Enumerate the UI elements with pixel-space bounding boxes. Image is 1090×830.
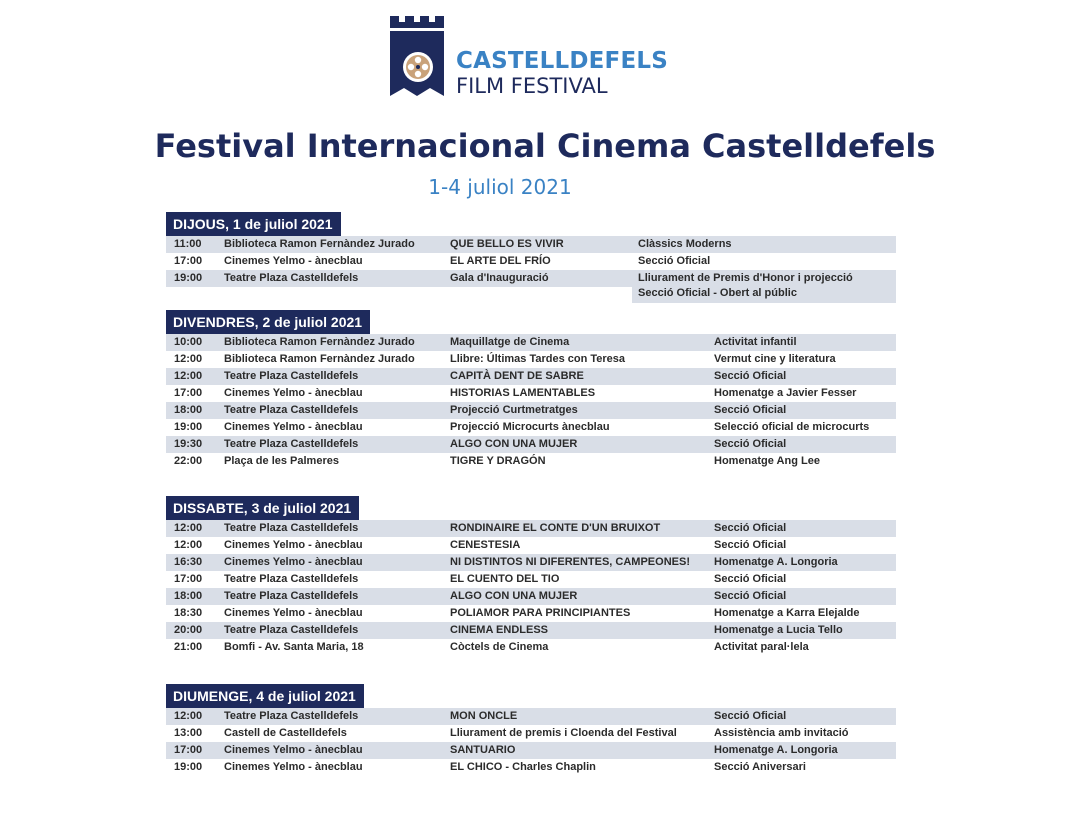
row-time: 18:00 <box>174 404 203 416</box>
row-venue: Teatre Plaza Castelldefels <box>224 438 359 450</box>
row-venue: Biblioteca Ramon Fernàndez Jurado <box>224 336 415 348</box>
row-time: 11:00 <box>174 238 202 250</box>
row-title: Llibre: Últimas Tardes con Teresa <box>450 353 626 365</box>
row-category: Vermut cine y literatura <box>714 353 836 365</box>
schedule-row <box>166 419 896 436</box>
row-title: Maquillatge de Cinema <box>450 336 570 348</box>
row-venue: Cinemes Yelmo - ànecblau <box>224 744 363 756</box>
row-category: Homenatge A. Longoria <box>714 556 838 568</box>
row-venue: Teatre Plaza Castelldefels <box>224 573 359 585</box>
row-venue: Teatre Plaza Castelldefels <box>224 710 359 722</box>
row-category: Secció Oficial <box>714 404 787 416</box>
schedule-row <box>166 236 896 253</box>
row-time: 21:00 <box>174 641 203 653</box>
row-title: EL CHICO - Charles Chaplin <box>450 761 596 773</box>
schedule-row <box>166 253 896 270</box>
schedule-row <box>166 537 896 554</box>
row-category: Secció Oficial <box>714 370 787 382</box>
schedule-row <box>166 453 896 470</box>
schedule-row <box>166 605 896 622</box>
schedule-row <box>166 725 896 742</box>
row-title: Projecció Curtmetratges <box>450 404 578 416</box>
row-category: Homenatge a Karra Elejalde <box>714 607 860 619</box>
row-venue: Cinemes Yelmo - ànecblau <box>224 255 363 267</box>
schedule-row <box>166 571 896 588</box>
row-title: SANTUARIO <box>450 744 516 756</box>
row-venue: Cinemes Yelmo - ànecblau <box>224 761 363 773</box>
row-venue: Teatre Plaza Castelldefels <box>224 590 359 602</box>
row-venue: Teatre Plaza Castelldefels <box>224 272 359 284</box>
row-time: 12:00 <box>174 353 203 365</box>
row-time: 17:00 <box>174 744 203 756</box>
row-category: Lliurament de Premis d'Honor i projecció <box>638 272 853 284</box>
day-header: DIVENDRES, 2 de juliol 2021 <box>166 310 370 334</box>
row-title: RONDINAIRE EL CONTE D'UN BRUIXOT <box>450 522 661 534</box>
row-title: Còctels de Cinema <box>450 641 549 653</box>
festival-logo <box>388 12 668 108</box>
schedule-row <box>166 385 896 402</box>
logo-text-castelldefels: CASTELLDEFELS <box>456 48 669 74</box>
row-venue: Plaça de les Palmeres <box>224 455 339 467</box>
row-venue: Castell de Castelldefels <box>224 727 347 739</box>
schedule-row <box>166 639 896 656</box>
row-venue: Biblioteca Ramon Fernàndez Jurado <box>224 353 415 365</box>
row-venue: Teatre Plaza Castelldefels <box>224 404 359 416</box>
row-venue: Cinemes Yelmo - ànecblau <box>224 539 363 551</box>
schedule-row <box>166 708 896 725</box>
row-category: Secció Oficial <box>714 522 787 534</box>
schedule-row <box>166 554 896 571</box>
row-title: MON ONCLE <box>450 710 518 722</box>
schedule-row <box>166 759 896 776</box>
row-category: Selecció oficial de microcurts <box>714 421 870 433</box>
schedule-row <box>166 368 896 385</box>
row-title: EL CUENTO DEL TIO <box>450 573 560 585</box>
day-section-saturday <box>166 496 896 656</box>
castle-film-reel-icon <box>388 12 448 104</box>
day-section-thursday <box>166 212 896 303</box>
row-category: Secció Oficial <box>714 539 787 551</box>
row-venue: Teatre Plaza Castelldefels <box>224 624 359 636</box>
row-category: Homenatge A. Longoria <box>714 744 838 756</box>
row-time: 18:30 <box>174 607 203 619</box>
row-time: 12:00 <box>174 370 203 382</box>
row-title: TIGRE Y DRAGÓN <box>450 455 546 467</box>
row-category-detail: Secció Oficial - Obert al públic <box>638 287 797 299</box>
row-title: EL ARTE DEL FRÍO <box>450 255 551 267</box>
schedule-row <box>166 622 896 639</box>
row-time: 17:00 <box>174 255 203 267</box>
row-venue: Cinemes Yelmo - ànecblau <box>224 421 363 433</box>
schedule-row <box>166 588 896 605</box>
row-category: Secció Oficial <box>638 255 711 267</box>
row-category: Secció Oficial <box>714 438 787 450</box>
festival-dates: 1-4 juliol 2021 <box>428 175 572 199</box>
row-category: Homenatge a Lucia Tello <box>714 624 843 636</box>
row-time: 20:00 <box>174 624 203 636</box>
row-title: QUE BELLO ES VIVIR <box>450 238 564 250</box>
row-category: Activitat infantil <box>714 336 797 348</box>
row-time: 18:00 <box>174 590 203 602</box>
row-title: Gala d'Inauguració <box>450 272 549 284</box>
row-time: 12:00 <box>174 539 203 551</box>
row-time: 12:00 <box>174 710 203 722</box>
row-venue: Teatre Plaza Castelldefels <box>224 522 359 534</box>
row-title: CENESTESIA <box>450 539 521 551</box>
row-category: Clàssics Moderns <box>638 238 732 250</box>
row-title: NI DISTINTOS NI DIFERENTES, CAMPEONES! <box>450 556 690 568</box>
schedule-row <box>166 351 896 368</box>
day-section-sunday <box>166 684 896 776</box>
row-time: 19:00 <box>174 272 203 284</box>
row-time: 13:00 <box>174 727 203 739</box>
row-title: Projecció Microcurts ànecblau <box>450 421 610 433</box>
row-time: 19:00 <box>174 761 203 773</box>
schedule-row <box>166 520 896 537</box>
day-section-friday <box>166 310 896 470</box>
row-venue: Bomfi - Av. Santa Maria, 18 <box>224 641 364 653</box>
row-category: Homenatge a Javier Fesser <box>714 387 857 399</box>
row-title: POLIAMOR PARA PRINCIPIANTES <box>450 607 631 619</box>
schedule-row <box>166 334 896 351</box>
row-title: CINEMA ENDLESS <box>450 624 548 636</box>
row-category: Secció Oficial <box>714 710 787 722</box>
day-header: DIUMENGE, 4 de juliol 2021 <box>166 684 364 708</box>
row-venue: Cinemes Yelmo - ànecblau <box>224 607 363 619</box>
row-category: Homenatge Ang Lee <box>714 455 820 467</box>
row-venue: Biblioteca Ramon Fernàndez Jurado <box>224 238 415 250</box>
row-title: Lliurament de premis i Cloenda del Festival <box>450 727 677 739</box>
row-venue: Teatre Plaza Castelldefels <box>224 370 359 382</box>
schedule-row <box>166 436 896 453</box>
row-category: Secció Oficial <box>714 573 787 585</box>
row-time: 12:00 <box>174 522 203 534</box>
row-time: 22:00 <box>174 455 203 467</box>
day-header: DISSABTE, 3 de juliol 2021 <box>166 496 359 520</box>
row-title: HISTORIAS LAMENTABLES <box>450 387 596 399</box>
row-time: 16:30 <box>174 556 203 568</box>
row-title: ALGO CON UNA MUJER <box>450 438 578 450</box>
schedule-row <box>166 270 896 303</box>
row-category: Activitat paral·lela <box>714 641 809 653</box>
row-category: Assistència amb invitació <box>714 727 849 739</box>
row-venue: Cinemes Yelmo - ànecblau <box>224 556 363 568</box>
row-title: ALGO CON UNA MUJER <box>450 590 578 602</box>
row-category: Secció Aniversari <box>714 761 806 773</box>
schedule-row <box>166 742 896 759</box>
schedule-row <box>166 402 896 419</box>
logo-text-film-festival: FILM FESTIVAL <box>456 74 608 98</box>
row-title: CAPITÀ DENT DE SABRE <box>450 370 584 382</box>
row-time: 19:00 <box>174 421 203 433</box>
row-time: 10:00 <box>174 336 203 348</box>
day-header: DIJOUS, 1 de juliol 2021 <box>166 212 341 236</box>
row-venue: Cinemes Yelmo - ànecblau <box>224 387 363 399</box>
page-title: Festival Internacional Cinema Castelldefels <box>154 127 936 165</box>
row-time: 17:00 <box>174 387 203 399</box>
row-category: Secció Oficial <box>714 590 787 602</box>
row-time: 17:00 <box>174 573 203 585</box>
row-time: 19:30 <box>174 438 203 450</box>
